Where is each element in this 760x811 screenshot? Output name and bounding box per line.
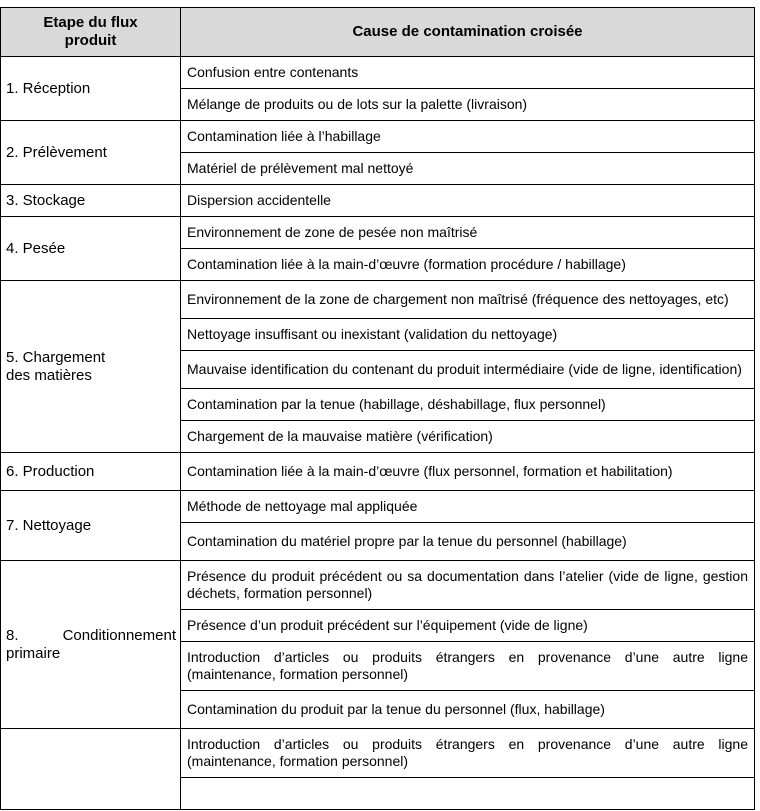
cause-cell: Nettoyage insuffisant ou inexistant (validation du nettoyage) [181, 319, 755, 351]
stage-line-2: des matières [6, 366, 92, 384]
stage-cell: 6. Production [1, 453, 181, 491]
cross-contamination-table [0, 7, 755, 810]
cause-cell: Confusion entre contenants [181, 57, 755, 89]
cause-cell: Contamination liée à l’habillage [181, 121, 755, 153]
stage-line-2: primaire [6, 644, 61, 662]
table-row [1, 185, 755, 217]
cause-cell: Présence d’un produit précédent sur l’équipement (vide de ligne) [181, 610, 755, 642]
stage-cell: 2. Prélèvement [1, 121, 181, 185]
stage-cell [1, 281, 181, 453]
stage-cell: 4. Pesée [1, 217, 181, 281]
table-row [1, 729, 755, 778]
table-row [1, 281, 755, 319]
stage-cell [1, 561, 181, 729]
cause-cell: Contamination liée à la main-d’œuvre (formation procédure / habillage) [181, 249, 755, 281]
cause-cell: Matériel de prélèvement mal nettoyé [181, 153, 755, 185]
cause-cell: Mauvaise identification du contenant du produit intermédiaire (vide de ligne, identification) [181, 351, 755, 389]
header-row [1, 8, 755, 57]
cause-cell: Chargement de la mauvaise matière (vérification) [181, 421, 755, 453]
table-row [1, 453, 755, 491]
table-row [1, 491, 755, 523]
header-cause: Cause de contamination croisée [181, 8, 755, 57]
stage-cell: 3. Stockage [1, 185, 181, 217]
cause-cell: Présence du produit précédent ou sa documentation dans l’atelier (vide de ligne, gestion déchets, formation personnel) [181, 561, 755, 610]
table-row [1, 57, 755, 89]
cause-cell: Méthode de nettoyage mal appliquée [181, 491, 755, 523]
cause-cell [181, 778, 755, 810]
cause-cell: Contamination liée à la main-d’œuvre (flux personnel, formation et habilitation) [181, 453, 755, 491]
cause-cell: Contamination du produit par la tenue du personnel (flux, habillage) [181, 691, 755, 729]
cause-cell: Contamination par la tenue (habillage, déshabillage, flux personnel) [181, 389, 755, 421]
stage-cell: 7. Nettoyage [1, 491, 181, 561]
table-row [1, 217, 755, 249]
stage-cell [1, 729, 181, 810]
cause-cell: Environnement de zone de pesée non maîtrisé [181, 217, 755, 249]
header-stage: Etape du flux produit [1, 8, 181, 57]
stage-cell: 1. Réception [1, 57, 181, 121]
cause-cell: Environnement de la zone de chargement non maîtrisé (fréquence des nettoyages, etc) [181, 281, 755, 319]
table-row [1, 121, 755, 153]
table-row [1, 561, 755, 610]
cause-cell: Dispersion accidentelle [181, 185, 755, 217]
stage-line-1: 8. Conditionnement [6, 626, 176, 644]
stage-line-1: 5. Chargement [6, 348, 106, 366]
cause-cell: Contamination du matériel propre par la tenue du personnel (habillage) [181, 523, 755, 561]
cause-cell: Mélange de produits ou de lots sur la palette (livraison) [181, 89, 755, 121]
cause-cell: Introduction d’articles ou produits étrangers en provenance d’une autre ligne (maintenance, formation personnel) [181, 642, 755, 691]
cause-cell: Introduction d’articles ou produits étrangers en provenance d’une autre ligne (maintenance, formation personnel) [181, 729, 755, 778]
